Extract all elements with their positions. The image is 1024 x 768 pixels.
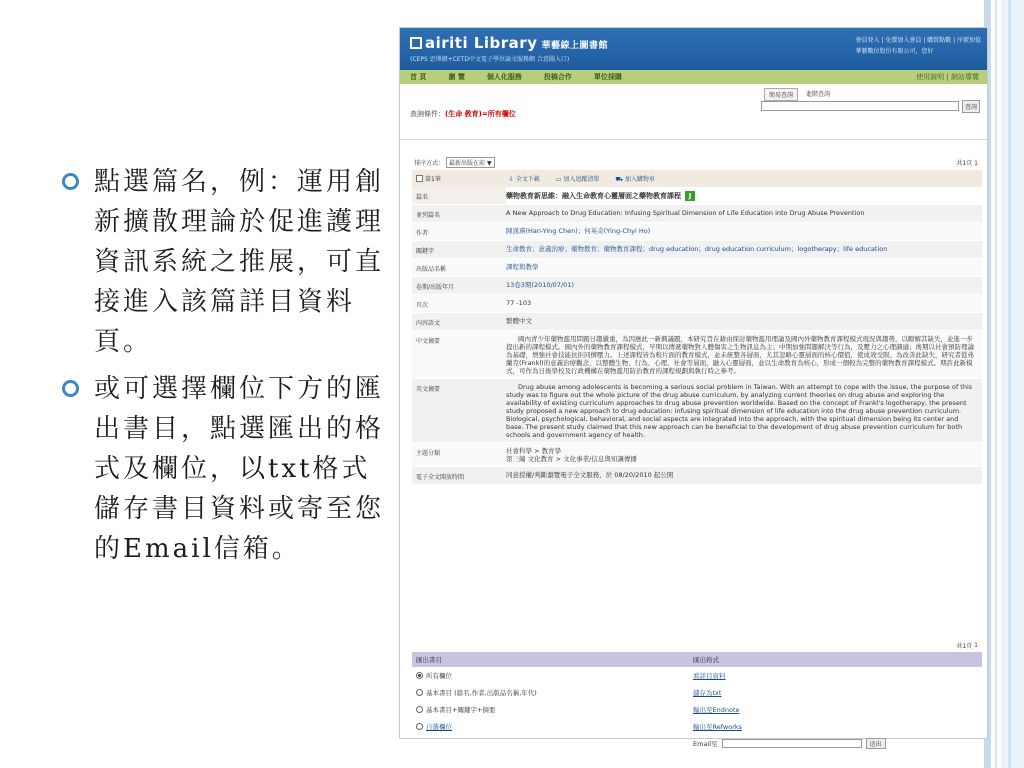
email-label: Email至 bbox=[693, 740, 718, 748]
view-detail-link[interactable]: 看詳目資料 bbox=[693, 672, 726, 680]
sort-bar bbox=[412, 155, 982, 170]
email-input[interactable] bbox=[722, 739, 862, 748]
author-link[interactable]: 陳漢瑛(Han-Ying Chen)；何英奇(Ying-Chyi Ho) bbox=[506, 223, 982, 240]
add-tracking-button[interactable]: ▭ 加入追蹤清單 bbox=[555, 175, 600, 183]
export-panel bbox=[412, 639, 982, 752]
tab-simple-search[interactable]: 簡易查詢 bbox=[764, 88, 798, 101]
bullet-ring-icon bbox=[62, 380, 79, 397]
bullet-ring-icon bbox=[62, 173, 79, 190]
option-basic[interactable]: 基本書目 (篇名,作者,出版品名稱,年代) bbox=[416, 684, 693, 701]
radio-icon[interactable] bbox=[416, 689, 423, 696]
site-logo[interactable]: airiti Library 華藝線上圖書館 bbox=[410, 34, 608, 52]
site-header bbox=[400, 28, 987, 70]
sort-label: 排序方式： bbox=[414, 160, 445, 167]
nav-purchase[interactable]: 單位採購 bbox=[593, 73, 622, 81]
welcome-text: 華藝數位股份有限公司，您好 bbox=[855, 48, 934, 55]
nav-home[interactable]: 首 頁 bbox=[410, 73, 427, 81]
bullet-text: 或可選擇欄位下方的匯出書目，點選匯出的格式及欄位，以txt格式儲存書目資料或寄至您的Email信箱。 bbox=[94, 374, 385, 564]
issue-link[interactable]: 13卷3期(2010/07/01) bbox=[506, 277, 982, 294]
search-condition-value: (生命 教育)=所有欄位 bbox=[445, 110, 516, 118]
radio-icon[interactable] bbox=[416, 672, 423, 679]
site-subtitle: (CEPS 思博網+CETD中文電子學位論文服務網 合意圖入口) bbox=[410, 56, 570, 63]
export-refworks-link[interactable]: 輸出至Refworks bbox=[693, 723, 743, 731]
header-links bbox=[855, 35, 981, 57]
account-links[interactable]: 會員登入 | 免費加入會員 | 購買點數 | 序號加值 bbox=[855, 37, 981, 44]
slide-bullet bbox=[62, 369, 398, 569]
save-txt-link[interactable]: 儲存為txt bbox=[693, 689, 722, 697]
search-area bbox=[400, 84, 987, 140]
record-checkbox[interactable] bbox=[416, 175, 423, 182]
field-keywords: 關鍵字 生命教育；意義治療；藥物教育；藥物教育課程；drug education；drug education curriculum；logotherapy；life education bbox=[412, 241, 982, 259]
search-condition: 查詢條件：(生命 教育)=所有欄位 bbox=[410, 110, 516, 118]
nav-help[interactable]: 使用說明 | 網站導覽 bbox=[916, 73, 979, 81]
field-open-date: 電子全文開放時間 同意授權/判斷瀏覽電子全文服務，於 08/20/2010 起公開 bbox=[412, 467, 982, 485]
slide-bullet bbox=[62, 162, 398, 362]
subject-line[interactable]: 第三編 文化教育 > 文化事業/信息與知識傳播 bbox=[506, 455, 637, 463]
journal-badge-icon: J bbox=[685, 191, 695, 201]
radio-icon[interactable] bbox=[416, 706, 423, 713]
nav-browse[interactable]: 瀏 覽 bbox=[448, 73, 465, 81]
record-header bbox=[412, 170, 982, 187]
field-parallel-title: 並列篇名 A New Approach to Drug Education: Infusing Spiritual Dimension of Life Education into Drug Abuse Prevention bbox=[412, 205, 982, 223]
logo-mark-icon bbox=[410, 37, 422, 49]
search-input[interactable] bbox=[761, 101, 959, 111]
nav-personal[interactable]: 個人化服務 bbox=[486, 73, 522, 81]
subject-line[interactable]: 社會科學 > 教育學 bbox=[506, 447, 562, 455]
record-panel bbox=[412, 155, 982, 485]
add-cart-button[interactable]: ⛟ 加入購物車 bbox=[615, 175, 655, 183]
sort-select[interactable]: 最新出版在前 ▼ bbox=[446, 157, 495, 168]
option-basic-keywords[interactable]: 基本書目+關鍵字+摘要 bbox=[416, 701, 693, 718]
search-button[interactable]: 查詢 bbox=[962, 100, 980, 113]
export-page-info: 共1頁 1 bbox=[956, 642, 978, 650]
record-actions bbox=[509, 174, 671, 184]
download-fulltext-button[interactable]: ⇩ 全文下載 bbox=[508, 175, 540, 183]
option-all-fields[interactable]: 所有欄位 bbox=[416, 667, 693, 684]
radio-icon[interactable] bbox=[416, 723, 423, 730]
field-english-abstract: 英文摘要 Drug abuse among adolescents is becoming a serious social problem in Taiwan. With an attempt to cope with the issue, the purpose of this study was to figure out the whole picture of the drug abuse curriculum, by analyzing current theories on drug abuse and exploring the availability of existing curriculum approaches to drug abuse prevention worldwide. Based on the concept of Frankl's logotherapy, the present study proposed a new approach to drug education: infusing spiritual dimension of life education into the drug abuse prevention curriculum. Biological, psychological, behavioral, and social aspects are integrated into the approach, with the spiritual dimension being its center and base. The present study claimed that this new approach can be beneficial to the development of drug abuse prevention curriculum for both schools and government agency of health. bbox=[412, 379, 982, 443]
export-field-options bbox=[412, 667, 693, 752]
export-columns bbox=[412, 667, 982, 752]
record-index: 第1筆 bbox=[425, 176, 441, 183]
keyword-links[interactable]: 生命教育；意義治療；藥物教育；藥物教育課程；drug education；drug education curriculum；logotherapy；life education bbox=[506, 241, 982, 258]
export-header: 匯出書目 匯出格式 bbox=[412, 652, 982, 667]
field-publication: 出版品名稱 課程與教學 bbox=[412, 259, 982, 277]
page-info: 共1頁 1 bbox=[956, 160, 978, 167]
main-nav bbox=[400, 70, 987, 84]
email-row bbox=[693, 735, 982, 752]
field-title: 篇名 藥物教育新思維：融入生命教育心靈層面之藥物教育課程 J bbox=[412, 187, 982, 205]
send-button[interactable]: 送出 bbox=[866, 738, 886, 749]
bullet-text: 點選篇名，例：運用創新擴散理論於促進護理資訊系統之推展，可直接進入該篇詳目資料頁。 bbox=[94, 167, 385, 357]
option-custom[interactable]: 自選欄位 bbox=[416, 718, 693, 735]
field-issue: 卷期/出版年月 13卷3期(2010/07/01) bbox=[412, 277, 982, 295]
search-tabs bbox=[764, 88, 838, 101]
slide-bullet-list bbox=[62, 162, 398, 576]
field-author: 作者 陳漢瑛(Han-Ying Chen)；何英奇(Ying-Chyi Ho) bbox=[412, 223, 982, 241]
export-formats bbox=[693, 667, 982, 752]
publication-link[interactable]: 課程與教學 bbox=[506, 259, 982, 276]
export-endnote-link[interactable]: 輸出至Endnote bbox=[693, 706, 740, 714]
field-subject: 主題分類 社會科學 > 教育學 第三編 文化教育 > 文化事業/信息與知識傳播 bbox=[412, 443, 982, 467]
tab-advanced-search[interactable]: 進階查詢 bbox=[806, 91, 831, 98]
field-pages: 頁次 77 -103 bbox=[412, 295, 982, 313]
article-title-link[interactable]: 藥物教育新思維：融入生命教育心靈層面之藥物教育課程 bbox=[506, 192, 681, 200]
embedded-screenshot bbox=[399, 27, 988, 748]
slide-decoration-bars bbox=[982, 0, 1024, 768]
field-language: 內容語文 繁體中文 bbox=[412, 313, 982, 331]
nav-submission[interactable]: 投稿合作 bbox=[543, 73, 572, 81]
field-chinese-abstract: 中文摘要 國內青少年藥物濫用問題日趨嚴重，為因應此一新興議題，本研究旨在藉由探討藥物濫用理論及國內外藥物教育課程模式現況與趨勢，以瞭解其缺失，並進一步提出新的課程模式。國內外的藥物教育課程模式，早期以傳遞藥物對人體傷害之生物訊息為主；中期加強問題解決等行為，及壓力之心理調適；後期以社會預防理論為基礎，增強社會技能抗拒同儕壓力。上述課程皆為較片面的教育模式，並未統整各層面，尤其忽略心靈層面的核心價值，使成效受限。為改善此缺失，研究者從弗蘭克(Frankl)的意義治療觀念，以整體生物、行為、心理、社會等層面，融入心靈層面，並以生命教育為核心，形成一個較為完整的藥物教育課程模式。期許此新模式，可作為日後學校及行政機構在藥物濫用防治教育的課程規劃與執行時之參考。 bbox=[412, 331, 982, 379]
